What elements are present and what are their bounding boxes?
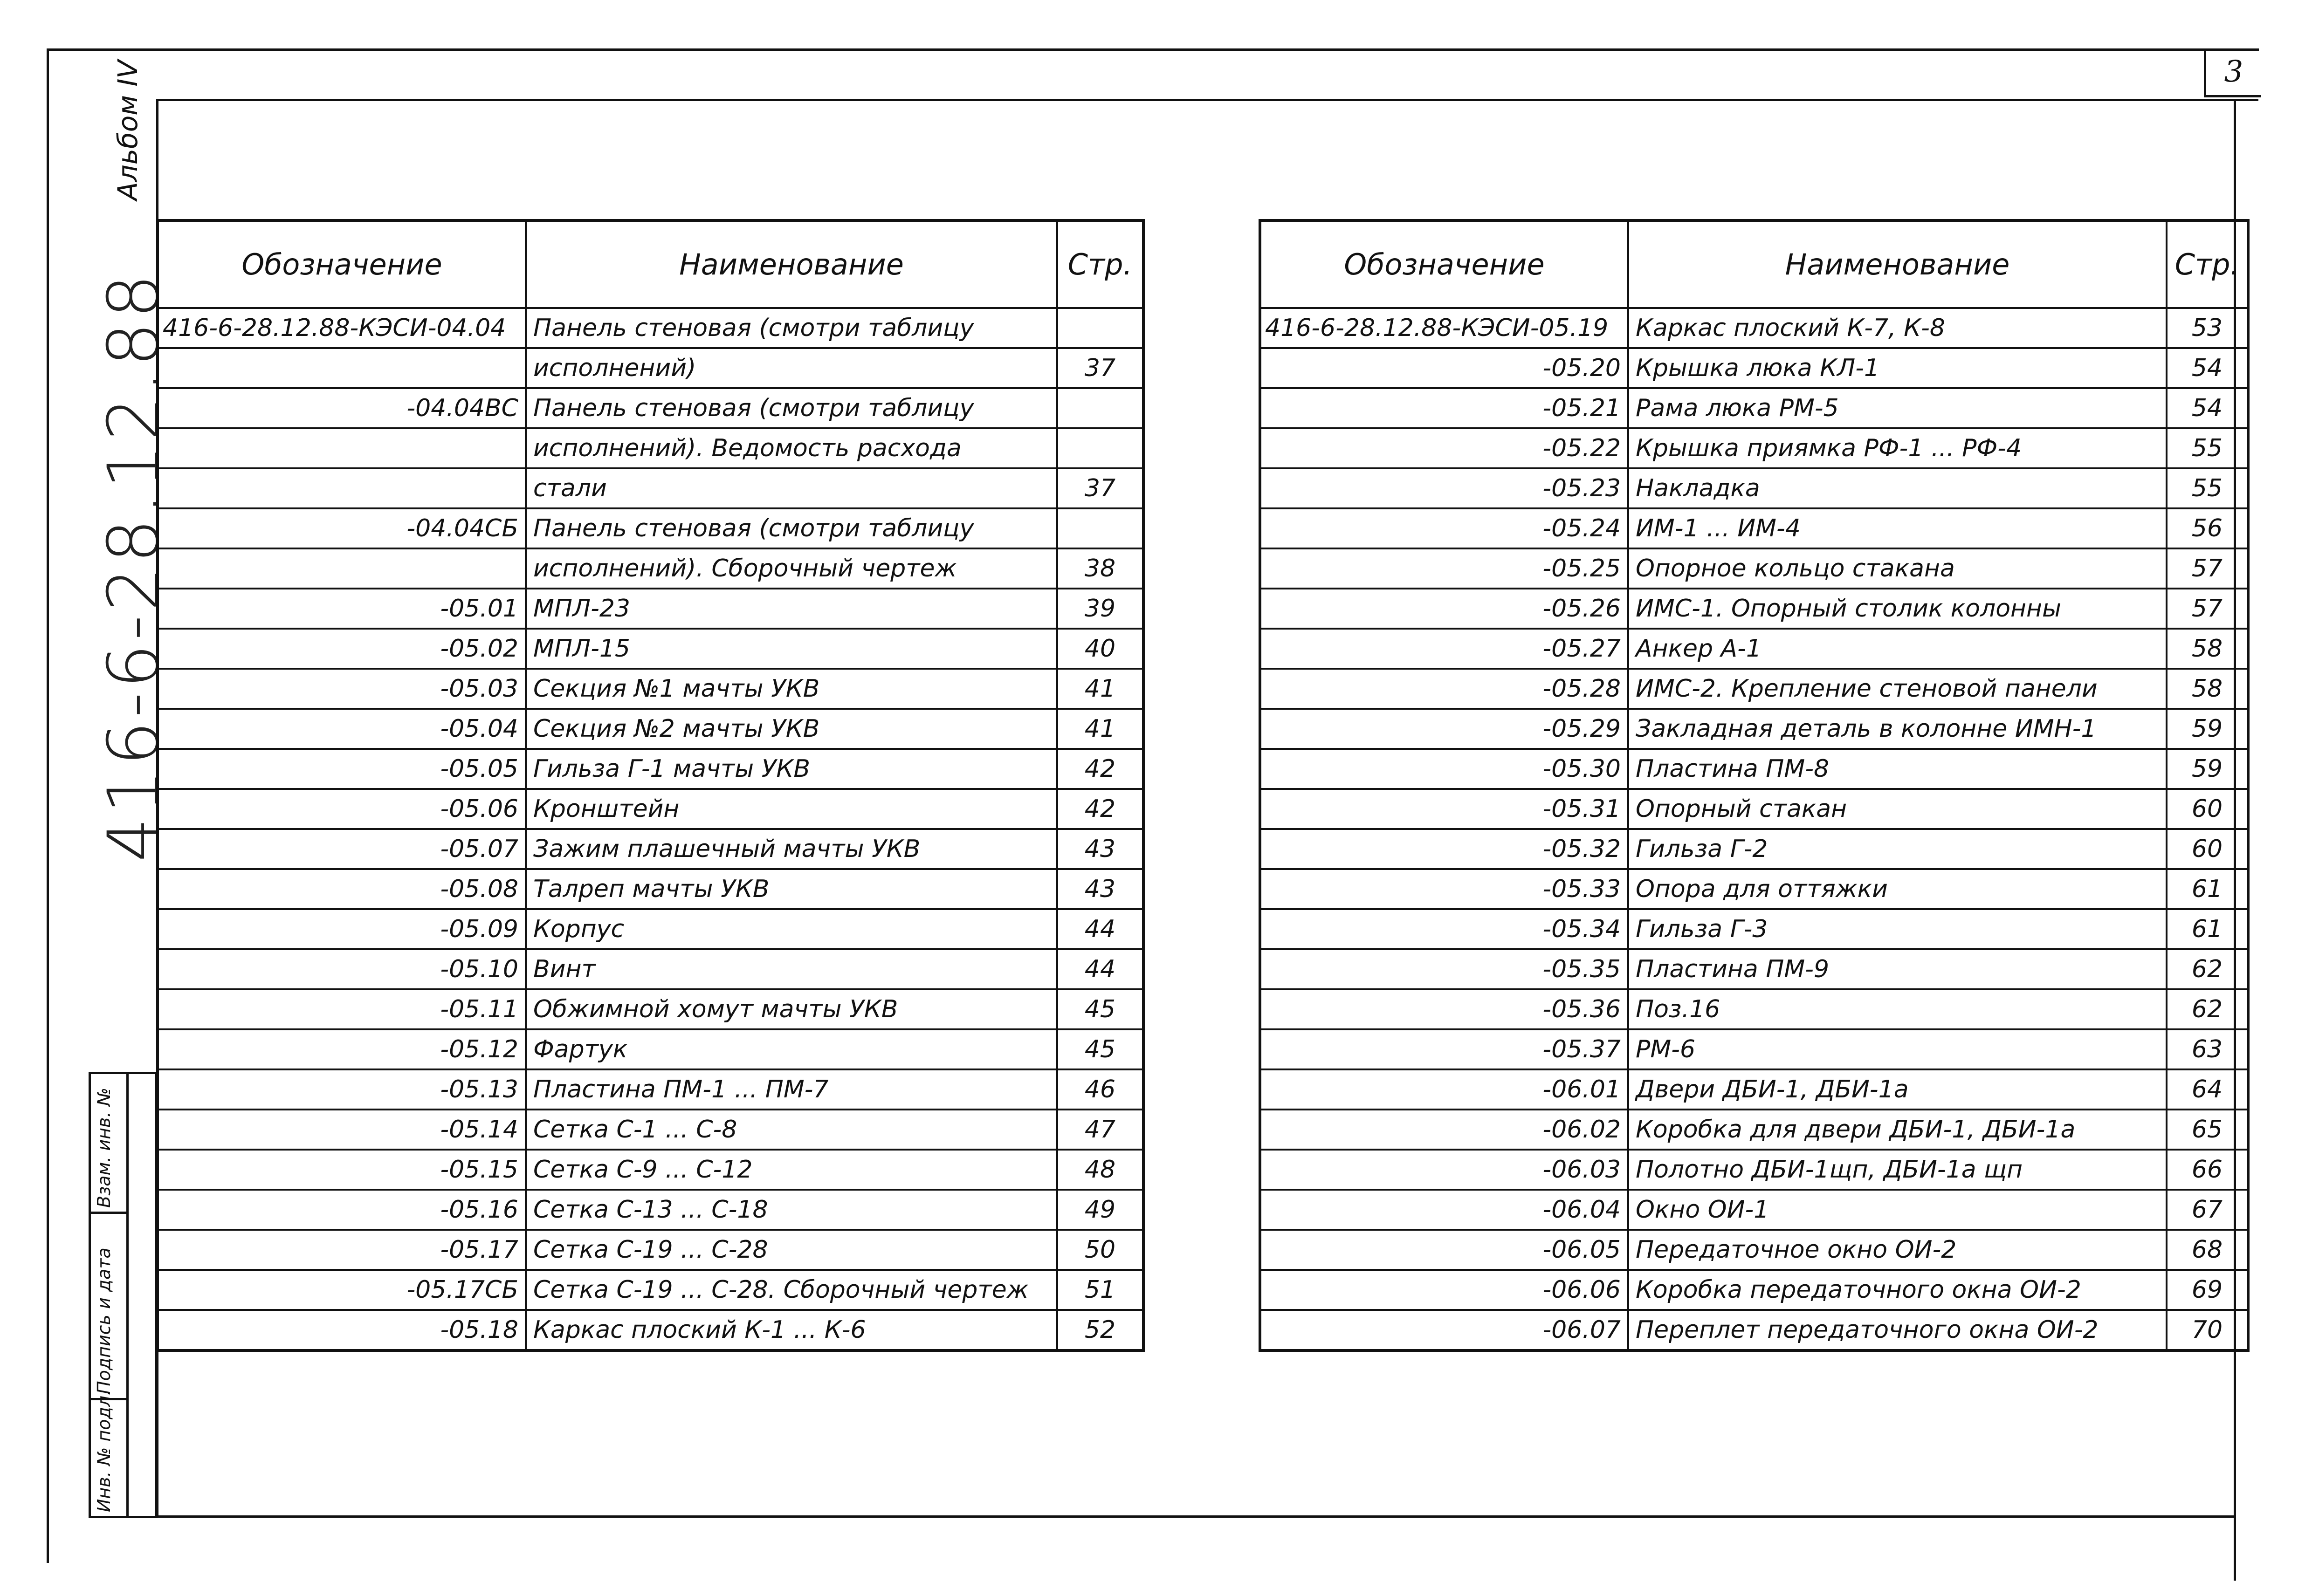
row-name: Опорный стакан [1628,789,2167,829]
table-row [158,1110,1143,1150]
table-row [1260,629,2248,669]
row-page: 55 [2167,428,2248,468]
table-row [158,669,1143,709]
row-name: МПЛ-23 [526,589,1057,629]
table-row [1260,909,2248,949]
row-code: -05.11 [158,989,526,1029]
row-name: Опора для оттяжки [1628,869,2167,909]
document-code: 416-6-28.12.88 [93,270,174,862]
row-name: Коробка передаточного окна ОИ-2 [1628,1270,2167,1310]
row-code: -05.09 [158,909,526,949]
table-row [1260,829,2248,869]
table-row [158,428,1143,468]
row-code: -05.14 [158,1110,526,1150]
row-page: 46 [1057,1069,1143,1110]
row-code: -05.20 [1260,348,1628,388]
row-name: Крышка приямка РФ-1 ... РФ-4 [1628,428,2167,468]
row-code: 416-6-28.12.88-КЭСИ-05.19 [1260,308,1628,348]
row-name: исполнений). Сборочный чертеж [526,548,1057,589]
row-name: Секция №2 мачты УКВ [526,709,1057,749]
row-page: 58 [2167,629,2248,669]
register-table-left [156,219,1145,1352]
row-page: 64 [2167,1069,2248,1110]
table-row [1260,468,2248,508]
row-page [1057,388,1143,428]
row-name: Сетка С-1 ... С-8 [526,1110,1057,1150]
row-page: 50 [1057,1230,1143,1270]
row-page: 39 [1057,589,1143,629]
table-row [1260,428,2248,468]
row-name: Накладка [1628,468,2167,508]
row-name: Пластина ПМ-8 [1628,749,2167,789]
row-page: 57 [2167,589,2248,629]
row-name: ИМС-2. Крепление стеновой панели [1628,669,2167,709]
table-row [158,869,1143,909]
header-name: Наименование [526,220,1057,308]
row-name: Секция №1 мачты УКВ [526,669,1057,709]
row-name: исполнений) [526,348,1057,388]
inner-frame-bottom [156,1515,2235,1518]
row-page: 37 [1057,348,1143,388]
row-code: -05.10 [158,949,526,989]
table-row [1260,1150,2248,1190]
register-body-left [158,308,1143,1350]
row-code: -05.27 [1260,629,1628,669]
register-table-right [1259,219,2250,1352]
table-row [1260,989,2248,1029]
row-name: Каркас плоский К-1 ... К-6 [526,1310,1057,1350]
row-code: -06.02 [1260,1110,1628,1150]
row-name: Крышка люка КЛ-1 [1628,348,2167,388]
row-page: 70 [2167,1310,2248,1350]
table-row [1260,749,2248,789]
header-name: Наименование [1628,220,2167,308]
inner-frame-top [156,99,2258,101]
row-code: -05.15 [158,1150,526,1190]
row-page: 40 [1057,629,1143,669]
row-name: РМ-6 [1628,1029,2167,1069]
row-name: Коробка для двери ДБИ-1, ДБИ-1а [1628,1110,2167,1150]
table-row [1260,1230,2248,1270]
row-name: Двери ДБИ-1, ДБИ-1а [1628,1069,2167,1110]
table-row [158,508,1143,548]
row-code: -06.01 [1260,1069,1628,1110]
row-code: -05.04 [158,709,526,749]
row-code: -06.07 [1260,1310,1628,1350]
row-name: Фартук [526,1029,1057,1069]
row-code: -05.34 [1260,909,1628,949]
row-name: Гильза Г-3 [1628,909,2167,949]
page-number: 3 [2204,48,2261,97]
row-page: 62 [2167,989,2248,1029]
table-row [1260,869,2248,909]
header-code: Обозначение [158,220,526,308]
table-header-row [1260,220,2248,308]
row-code: -05.30 [1260,749,1628,789]
row-code: -04.04СБ [158,508,526,548]
row-page: 54 [2167,348,2248,388]
row-code: -06.05 [1260,1230,1628,1270]
row-page: 45 [1057,989,1143,1029]
row-page: 60 [2167,789,2248,829]
row-name: Винт [526,949,1057,989]
row-code [158,348,526,388]
row-page: 47 [1057,1110,1143,1150]
row-name: Закладная деталь в колонне ИМН-1 [1628,709,2167,749]
row-code: -05.32 [1260,829,1628,869]
row-page: 56 [2167,508,2248,548]
table-row [158,308,1143,348]
row-code: -05.33 [1260,869,1628,909]
table-row [158,1069,1143,1110]
row-code: -05.36 [1260,989,1628,1029]
row-name: Переплет передаточного окна ОИ-2 [1628,1310,2167,1350]
row-code: -05.02 [158,629,526,669]
row-name: Панель стеновая (смотри таблицу [526,308,1057,348]
row-name: Поз.16 [1628,989,2167,1029]
table-row [1260,348,2248,388]
row-page [1057,308,1143,348]
row-name: Сетка С-9 ... С-12 [526,1150,1057,1190]
row-code: -05.17 [158,1230,526,1270]
row-name: исполнений). Ведомость расхода [526,428,1057,468]
table-row [158,1029,1143,1069]
row-page: 41 [1057,669,1143,709]
row-page: 45 [1057,1029,1143,1069]
table-row [1260,1029,2248,1069]
row-page: 66 [2167,1150,2248,1190]
row-name: Корпус [526,909,1057,949]
row-name: Зажим плашечный мачты УКВ [526,829,1057,869]
table-row [158,829,1143,869]
row-code: -05.01 [158,589,526,629]
row-code: -05.25 [1260,548,1628,589]
row-code: -05.18 [158,1310,526,1350]
table-row [1260,508,2248,548]
row-name: Передаточное окно ОИ-2 [1628,1230,2167,1270]
row-code: -05.37 [1260,1029,1628,1069]
row-name: Пластина ПМ-1 ... ПМ-7 [526,1069,1057,1110]
row-code: -05.06 [158,789,526,829]
row-page: 55 [2167,468,2248,508]
row-code: -05.07 [158,829,526,869]
row-code: -06.04 [1260,1190,1628,1230]
row-code: 416-6-28.12.88-КЭСИ-04.04 [158,308,526,348]
table-row [1260,1270,2248,1310]
table-row [158,388,1143,428]
table-row [158,589,1143,629]
row-name: Каркас плоский К-7, К-8 [1628,308,2167,348]
row-page [1057,428,1143,468]
row-page: 42 [1057,749,1143,789]
table-row [1260,1069,2248,1110]
stamp-cell-label: Подпись и дата [94,1247,114,1394]
table-row [158,789,1143,829]
row-page: 61 [2167,909,2248,949]
table-row [1260,669,2248,709]
outer-frame-top [47,48,2259,51]
row-name: Кронштейн [526,789,1057,829]
row-page: 44 [1057,909,1143,949]
row-code: -05.24 [1260,508,1628,548]
table-row [158,1310,1143,1350]
row-page: 42 [1057,789,1143,829]
row-code [158,468,526,508]
row-code: -05.29 [1260,709,1628,749]
table-row [158,1230,1143,1270]
row-page: 67 [2167,1190,2248,1230]
stamp-cell-label: Инв. № подл. [94,1390,114,1512]
table-row [1260,1310,2248,1350]
row-code: -05.26 [1260,589,1628,629]
header-code: Обозначение [1260,220,1628,308]
table-row [1260,949,2248,989]
header-page: Стр. [2167,220,2248,308]
row-code: -05.12 [158,1029,526,1069]
row-code: -05.17СБ [158,1270,526,1310]
row-name: ИМ-1 ... ИМ-4 [1628,508,2167,548]
table-row [158,348,1143,388]
row-name: Рама люка РМ-5 [1628,388,2167,428]
table-row [158,629,1143,669]
row-code [158,548,526,589]
row-code: -05.23 [1260,468,1628,508]
row-page: 62 [2167,949,2248,989]
row-code: -05.08 [158,869,526,909]
row-page: 41 [1057,709,1143,749]
row-page: 69 [2167,1270,2248,1310]
row-page: 51 [1057,1270,1143,1310]
row-page [1057,508,1143,548]
row-name: Опорное кольцо стакана [1628,548,2167,589]
row-page: 54 [2167,388,2248,428]
row-code: -05.28 [1260,669,1628,709]
row-page: 53 [2167,308,2248,348]
table-row [1260,1110,2248,1150]
table-row [158,468,1143,508]
row-page: 52 [1057,1310,1143,1350]
row-name: Анкер А-1 [1628,629,2167,669]
table-row [158,548,1143,589]
table-row [158,1190,1143,1230]
row-page: 57 [2167,548,2248,589]
row-code: -05.03 [158,669,526,709]
table-row [1260,1190,2248,1230]
row-name: Сетка С-19 ... С-28 [526,1230,1057,1270]
row-code: -05.35 [1260,949,1628,989]
album-label: Альбом IV [112,60,144,200]
table-row [158,1150,1143,1190]
row-page: 63 [2167,1029,2248,1069]
row-name: Панель стеновая (смотри таблицу [526,508,1057,548]
table-header-row [158,220,1143,308]
row-name: Талреп мачты УКВ [526,869,1057,909]
table-row [158,909,1143,949]
stamp-cell-label: Взам. инв. № [94,1087,114,1208]
header-page: Стр. [1057,220,1143,308]
outer-frame-left [47,48,49,1563]
row-name: Гильза Г-1 мачты УКВ [526,749,1057,789]
row-name: Окно ОИ-1 [1628,1190,2167,1230]
row-name: Пластина ПМ-9 [1628,949,2167,989]
row-page: 65 [2167,1110,2248,1150]
row-name: Сетка С-13 ... С-18 [526,1190,1057,1230]
row-page: 60 [2167,829,2248,869]
row-code: -05.21 [1260,388,1628,428]
row-name: Сетка С-19 ... С-28. Сборочный чертеж [526,1270,1057,1310]
table-row [1260,789,2248,829]
row-page: 43 [1057,829,1143,869]
row-page: 37 [1057,468,1143,508]
row-code: -05.22 [1260,428,1628,468]
table-row [158,749,1143,789]
row-code: -05.13 [158,1069,526,1110]
table-row [158,709,1143,749]
table-row [158,1270,1143,1310]
table-row [158,949,1143,989]
row-page: 44 [1057,949,1143,989]
row-page: 59 [2167,709,2248,749]
row-page: 61 [2167,869,2248,909]
stamp-cell-signature [91,1214,126,1400]
row-code: -04.04ВС [158,388,526,428]
table-row [1260,709,2248,749]
row-page: 49 [1057,1190,1143,1230]
row-name: МПЛ-15 [526,629,1057,669]
row-page: 58 [2167,669,2248,709]
row-code: -05.16 [158,1190,526,1230]
table-row [1260,589,2248,629]
row-name: Панель стеновая (смотри таблицу [526,388,1057,428]
stamp-cell-inventory [91,1390,126,1516]
row-page: 38 [1057,548,1143,589]
row-name: ИМС-1. Опорный столик колонны [1628,589,2167,629]
row-code: -06.03 [1260,1150,1628,1190]
table-row [158,989,1143,1029]
row-page: 43 [1057,869,1143,909]
row-name: стали [526,468,1057,508]
row-code [158,428,526,468]
row-name: Обжимной хомут мачты УКВ [526,989,1057,1029]
row-name: Гильза Г-2 [1628,829,2167,869]
approval-stamp [89,1072,158,1518]
table-row [1260,388,2248,428]
stamp-cell-replacement [91,1074,126,1214]
register-body-right [1260,308,2248,1350]
row-name: Полотно ДБИ-1щп, ДБИ-1а щп [1628,1150,2167,1190]
row-page: 68 [2167,1230,2248,1270]
row-page: 59 [2167,749,2248,789]
row-code: -05.31 [1260,789,1628,829]
row-code: -06.06 [1260,1270,1628,1310]
table-row [1260,548,2248,589]
row-page: 48 [1057,1150,1143,1190]
table-row [1260,308,2248,348]
row-code: -05.05 [158,749,526,789]
